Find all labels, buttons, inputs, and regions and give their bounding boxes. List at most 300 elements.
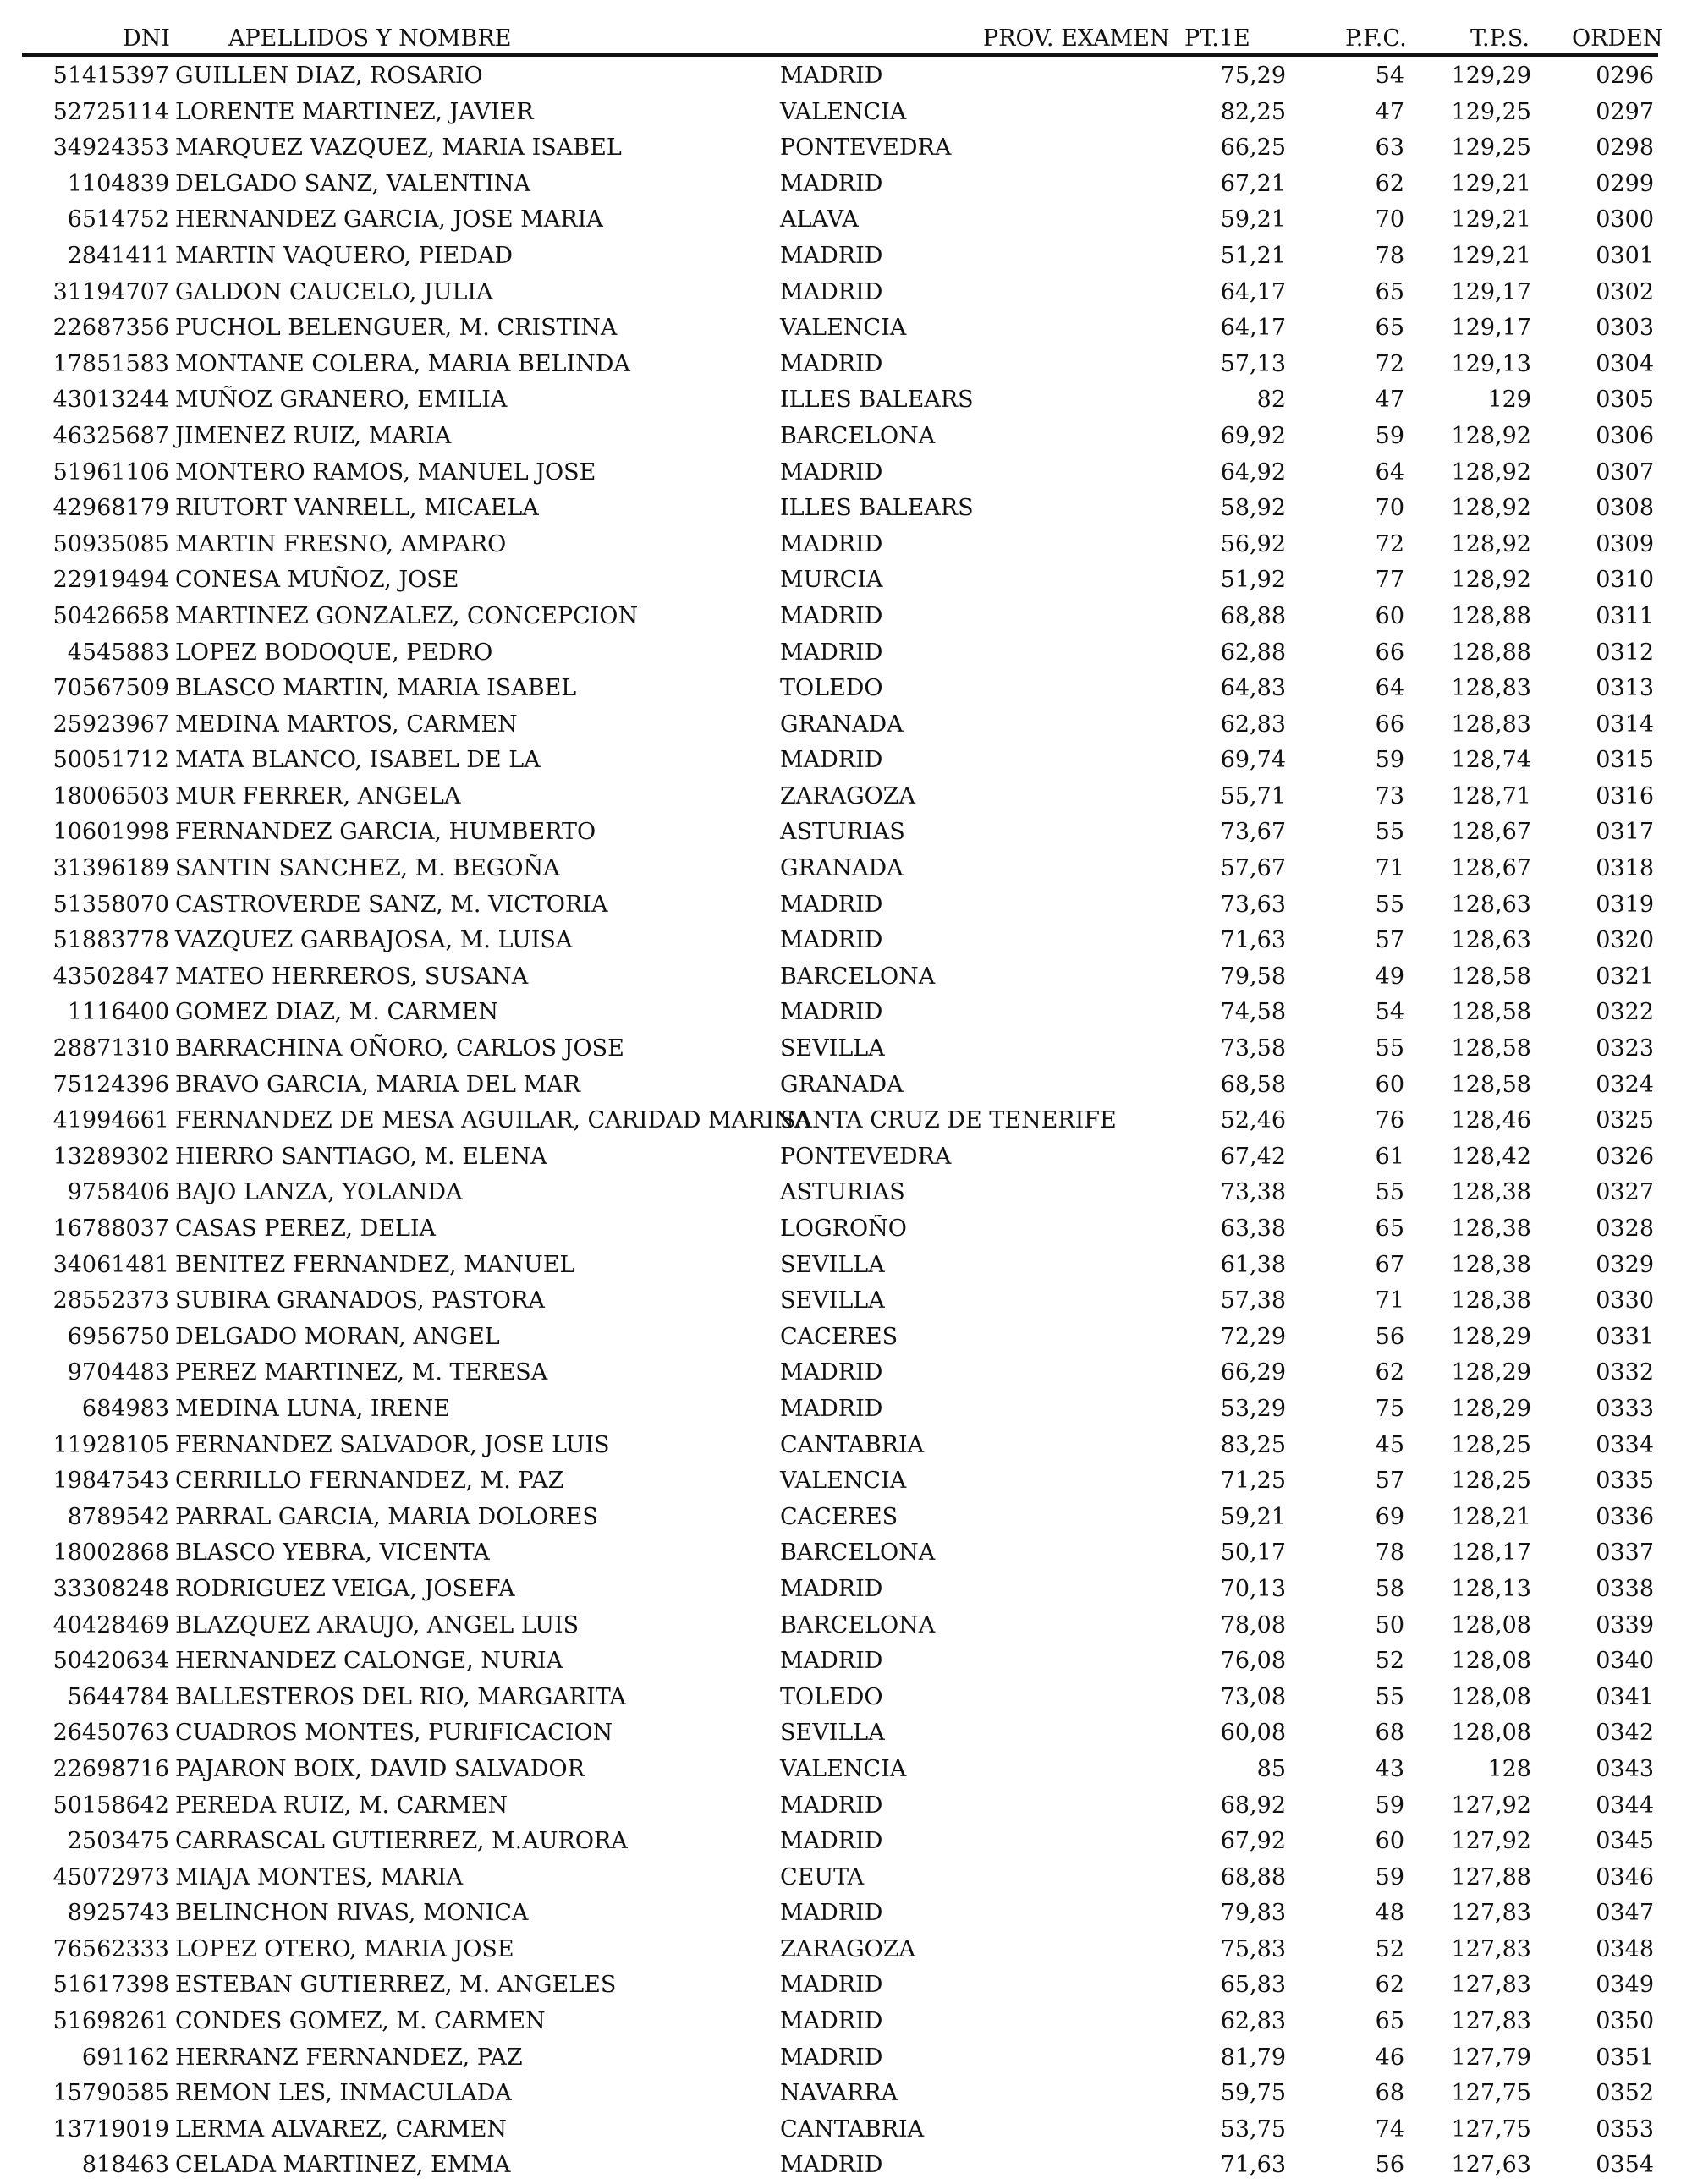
name-cell: HERNANDEZ CALONGE, NURIA: [175, 1648, 563, 1675]
orden-cell: 0322: [1596, 999, 1654, 1026]
pt1e-cell: 79,58: [1220, 963, 1286, 990]
pfc-cell: 76: [1375, 1107, 1404, 1134]
pt1e-cell: 73,58: [1220, 1035, 1286, 1062]
tps-cell: 128,58: [1451, 963, 1531, 990]
pt1e-cell: 63,38: [1220, 1215, 1286, 1242]
tps-cell: 128: [1487, 1755, 1531, 1782]
name-cell: BALLESTEROS DEL RIO, MARGARITA: [175, 1683, 626, 1710]
orden-cell: 0325: [1596, 1107, 1654, 1134]
dni-cell: 13289302: [52, 1143, 169, 1170]
table-row: [0, 1067, 1692, 1104]
province-cell: VALENCIA: [780, 1468, 907, 1495]
pt1e-cell: 66,25: [1220, 134, 1286, 162]
dni-cell: 50426658: [52, 602, 169, 629]
dni-cell: 18002868: [52, 1539, 169, 1567]
pfc-cell: 65: [1375, 2008, 1404, 2035]
orden-cell: 0318: [1596, 855, 1654, 882]
table-row: [0, 1535, 1692, 1572]
tps-cell: 128,38: [1451, 1287, 1531, 1314]
orden-cell: 0302: [1596, 278, 1654, 305]
pfc-cell: 57: [1375, 927, 1404, 954]
table-row: [0, 58, 1692, 95]
table-row: [0, 995, 1692, 1031]
table-row: [0, 1824, 1692, 1860]
name-cell: CONDES GOMEZ, M. CARMEN: [175, 2008, 546, 2035]
tps-cell: 128,92: [1451, 458, 1531, 486]
pfc-cell: 72: [1375, 530, 1404, 557]
tps-cell: 127,79: [1451, 2044, 1531, 2071]
orden-cell: 0333: [1596, 1395, 1654, 1422]
table-row: [0, 347, 1692, 383]
table-row: [0, 130, 1692, 167]
tps-cell: 129,29: [1451, 63, 1531, 89]
table-row: [0, 2004, 1692, 2040]
orden-cell: 0307: [1596, 458, 1654, 486]
tps-cell: 129,13: [1451, 350, 1531, 377]
name-cell: CASTROVERDE SANZ, M. VICTORIA: [175, 891, 608, 918]
dni-cell: 18006503: [52, 782, 169, 809]
dni-cell: 50420634: [52, 1648, 169, 1675]
tps-cell: 129,25: [1451, 134, 1531, 162]
name-cell: MATA BLANCO, ISABEL DE LA: [175, 747, 541, 774]
pt1e-cell: 57,67: [1220, 855, 1286, 882]
table-row: [0, 959, 1692, 996]
name-cell: BRAVO GARCIA, MARIA DEL MAR: [175, 1071, 581, 1098]
pfc-cell: 47: [1375, 98, 1404, 125]
dni-cell: 52725114: [52, 98, 169, 125]
table-row: [0, 1680, 1692, 1716]
province-cell: MADRID: [780, 1359, 883, 1386]
table-row: [0, 1463, 1692, 1500]
tps-cell: 128,58: [1451, 1035, 1531, 1062]
table-row: [0, 95, 1692, 131]
province-cell: PONTEVEDRA: [780, 1143, 952, 1170]
pfc-cell: 59: [1375, 1792, 1404, 1819]
orden-cell: 0346: [1596, 1863, 1654, 1890]
tps-cell: 128,67: [1451, 855, 1531, 882]
dni-cell: 42968179: [52, 495, 169, 522]
orden-cell: 0327: [1596, 1179, 1654, 1206]
tps-cell: 128,25: [1451, 1468, 1531, 1495]
pt1e-cell: 57,13: [1220, 350, 1286, 377]
table-row: [0, 1248, 1692, 1284]
pt1e-cell: 64,17: [1220, 315, 1286, 342]
tps-cell: 128,58: [1451, 999, 1531, 1026]
province-cell: CEUTA: [780, 1863, 865, 1890]
table-row: [0, 671, 1692, 707]
name-cell: PAJARON BOIX, DAVID SALVADOR: [175, 1755, 585, 1782]
province-cell: MADRID: [780, 891, 883, 918]
orden-cell: 0336: [1596, 1503, 1654, 1530]
pfc-cell: 52: [1375, 1935, 1404, 1962]
pfc-cell: 55: [1375, 1035, 1404, 1062]
table-row: [0, 1896, 1692, 1932]
pt1e-cell: 75,29: [1220, 63, 1286, 89]
pfc-cell: 65: [1375, 278, 1404, 305]
name-cell: MARTIN FRESNO, AMPARO: [175, 530, 507, 557]
name-cell: PEREDA RUIZ, M. CARMEN: [175, 1792, 508, 1819]
tps-cell: 128,13: [1451, 1575, 1531, 1602]
dni-cell: 2503475: [67, 1828, 169, 1855]
pfc-cell: 54: [1375, 63, 1404, 89]
pfc-cell: 52: [1375, 1648, 1404, 1675]
tps-cell: 127,63: [1451, 2152, 1531, 2179]
table-row: [0, 1572, 1692, 1608]
pfc-cell: 70: [1375, 206, 1404, 233]
orden-cell: 0315: [1596, 747, 1654, 774]
table-row: [0, 202, 1692, 239]
province-cell: SEVILLA: [780, 1287, 885, 1314]
tps-cell: 128,29: [1451, 1395, 1531, 1422]
name-cell: PEREZ MARTINEZ, M. TERESA: [175, 1359, 548, 1386]
table-row: [0, 1355, 1692, 1391]
pt1e-cell: 82,25: [1220, 98, 1286, 125]
tps-cell: 127,75: [1451, 2115, 1531, 2143]
dni-cell: 43013244: [52, 387, 169, 414]
dni-cell: 8789542: [67, 1503, 169, 1530]
tps-cell: 128,71: [1451, 782, 1531, 809]
orden-cell: 0343: [1596, 1755, 1654, 1782]
pfc-cell: 69: [1375, 1503, 1404, 1530]
name-cell: MONTANE COLERA, MARIA BELINDA: [175, 350, 630, 377]
tps-cell: 128,88: [1451, 602, 1531, 629]
province-cell: NAVARRA: [780, 2080, 898, 2107]
pt1e-cell: 76,08: [1220, 1648, 1286, 1675]
dni-cell: 19847543: [52, 1468, 169, 1495]
dni-cell: 4545883: [67, 639, 169, 666]
province-cell: MADRID: [780, 2008, 883, 2035]
orden-cell: 0316: [1596, 782, 1654, 809]
province-cell: ASTURIAS: [780, 819, 905, 846]
pt1e-cell: 68,58: [1220, 1071, 1286, 1098]
name-cell: FERNANDEZ GARCIA, HUMBERTO: [175, 819, 596, 846]
province-cell: CANTABRIA: [780, 2115, 925, 2143]
name-cell: BENITEZ FERNANDEZ, MANUEL: [175, 1251, 575, 1278]
pt1e-cell: 68,88: [1220, 602, 1286, 629]
orden-cell: 0348: [1596, 1935, 1654, 1962]
orden-cell: 0311: [1596, 602, 1654, 629]
pt1e-cell: 68,92: [1220, 1792, 1286, 1819]
pfc-cell: 71: [1375, 1287, 1404, 1314]
province-cell: MADRID: [780, 1972, 883, 1999]
tps-cell: 128,29: [1451, 1323, 1531, 1350]
tps-cell: 128,88: [1451, 639, 1531, 666]
province-cell: MADRID: [780, 63, 883, 89]
tps-cell: 128,38: [1451, 1215, 1531, 1242]
pt1e-cell: 67,42: [1220, 1143, 1286, 1170]
name-cell: BLASCO YEBRA, VICENTA: [175, 1539, 490, 1567]
pt1e-cell: 53,75: [1220, 2115, 1286, 2143]
province-cell: ILLES BALEARS: [780, 495, 974, 522]
pt1e-cell: 73,38: [1220, 1179, 1286, 1206]
dni-cell: 818463: [81, 2152, 169, 2179]
province-cell: MADRID: [780, 458, 883, 486]
orden-cell: 0328: [1596, 1215, 1654, 1242]
pt1e-cell: 75,83: [1220, 1935, 1286, 1962]
name-cell: FERNANDEZ DE MESA AGUILAR, CARIDAD MARINA: [175, 1107, 811, 1134]
dni-cell: 22687356: [52, 315, 169, 342]
table-row: [0, 707, 1692, 744]
orden-cell: 0314: [1596, 711, 1654, 738]
name-cell: LOPEZ BODOQUE, PEDRO: [175, 639, 493, 666]
province-cell: BARCELONA: [780, 422, 936, 449]
name-cell: DELGADO SANZ, VALENTINA: [175, 170, 531, 197]
pfc-cell: 70: [1375, 495, 1404, 522]
pfc-cell: 47: [1375, 387, 1404, 414]
name-cell: MEDINA MARTOS, CARMEN: [175, 711, 518, 738]
dni-cell: 75124396: [52, 1071, 169, 1098]
province-cell: SEVILLA: [780, 1720, 885, 1747]
dni-cell: 28871310: [52, 1035, 169, 1062]
dni-cell: 5644784: [67, 1683, 169, 1710]
province-cell: CANTABRIA: [780, 1431, 925, 1458]
orden-cell: 0352: [1596, 2080, 1654, 2107]
orden-cell: 0350: [1596, 2008, 1654, 2035]
pfc-cell: 63: [1375, 134, 1404, 162]
pfc-cell: 77: [1375, 567, 1404, 594]
pt1e-cell: 82: [1256, 387, 1286, 414]
orden-cell: 0337: [1596, 1539, 1654, 1567]
pfc-cell: 56: [1375, 1323, 1404, 1350]
tps-cell: 128,21: [1451, 1503, 1531, 1530]
province-cell: MADRID: [780, 747, 883, 774]
pt1e-cell: 51,21: [1220, 242, 1286, 269]
dni-cell: 31194707: [52, 278, 169, 305]
province-cell: SEVILLA: [780, 1251, 885, 1278]
dni-cell: 6514752: [67, 206, 169, 233]
pfc-cell: 58: [1375, 1575, 1404, 1602]
tps-cell: 128,08: [1451, 1720, 1531, 1747]
pt1e-cell: 66,29: [1220, 1359, 1286, 1386]
tps-cell: 128,38: [1451, 1251, 1531, 1278]
orden-cell: 0317: [1596, 819, 1654, 846]
header-pfc: P.F.C.: [1345, 25, 1407, 52]
dni-cell: 13719019: [52, 2115, 169, 2143]
orden-cell: 0324: [1596, 1071, 1654, 1098]
province-cell: BARCELONA: [780, 1611, 936, 1638]
orden-cell: 0340: [1596, 1648, 1654, 1675]
orden-cell: 0298: [1596, 134, 1654, 162]
table-row: [0, 887, 1692, 924]
orden-cell: 0323: [1596, 1035, 1654, 1062]
pt1e-cell: 59,21: [1220, 1503, 1286, 1530]
dni-cell: 1104839: [67, 170, 169, 197]
pfc-cell: 64: [1375, 675, 1404, 702]
pt1e-cell: 71,63: [1220, 2152, 1286, 2179]
dni-cell: 43502847: [52, 963, 169, 990]
name-cell: FERNANDEZ SALVADOR, JOSE LUIS: [175, 1431, 610, 1458]
orden-cell: 0335: [1596, 1468, 1654, 1495]
pt1e-cell: 67,21: [1220, 170, 1286, 197]
pfc-cell: 71: [1375, 855, 1404, 882]
table-row: [0, 815, 1692, 851]
province-cell: VALENCIA: [780, 315, 907, 342]
table-row: [0, 1031, 1692, 1067]
table-row: [0, 2076, 1692, 2112]
pfc-cell: 62: [1375, 1359, 1404, 1386]
orden-cell: 0338: [1596, 1575, 1654, 1602]
tps-cell: 128,08: [1451, 1648, 1531, 1675]
table-row: [0, 167, 1692, 203]
pfc-cell: 45: [1375, 1431, 1404, 1458]
pfc-cell: 59: [1375, 1863, 1404, 1890]
pfc-cell: 67: [1375, 1251, 1404, 1278]
province-cell: MADRID: [780, 639, 883, 666]
pfc-cell: 59: [1375, 747, 1404, 774]
name-cell: MUÑOZ GRANERO, EMILIA: [175, 387, 508, 414]
table-row: [0, 1283, 1692, 1320]
pt1e-cell: 62,83: [1220, 711, 1286, 738]
name-cell: LERMA ALVAREZ, CARMEN: [175, 2115, 508, 2143]
province-cell: GRANADA: [780, 1071, 904, 1098]
table-row: [0, 1788, 1692, 1825]
orden-cell: 0341: [1596, 1683, 1654, 1710]
table-row: [0, 1320, 1692, 1356]
table-row: [0, 779, 1692, 815]
dni-cell: 11928105: [52, 1431, 169, 1458]
province-cell: PONTEVEDRA: [780, 134, 952, 162]
name-cell: GOMEZ DIAZ, M. CARMEN: [175, 999, 498, 1026]
dni-cell: 51883778: [52, 927, 169, 954]
province-cell: MADRID: [780, 1575, 883, 1602]
tps-cell: 128,63: [1451, 891, 1531, 918]
tps-cell: 127,83: [1451, 1972, 1531, 1999]
pfc-cell: 64: [1375, 458, 1404, 486]
tps-cell: 128,92: [1451, 530, 1531, 557]
tps-cell: 128,83: [1451, 711, 1531, 738]
pt1e-cell: 72,29: [1220, 1323, 1286, 1350]
tps-cell: 129,21: [1451, 242, 1531, 269]
dni-cell: 22919494: [52, 567, 169, 594]
province-cell: MADRID: [780, 1828, 883, 1855]
tps-cell: 127,88: [1451, 1863, 1531, 1890]
orden-cell: 0319: [1596, 891, 1654, 918]
pt1e-cell: 73,08: [1220, 1683, 1286, 1710]
tps-cell: 128,92: [1451, 495, 1531, 522]
tps-cell: 129,25: [1451, 98, 1531, 125]
results-table: [0, 58, 1692, 2184]
province-cell: MADRID: [780, 927, 883, 954]
orden-cell: 0296: [1596, 63, 1654, 89]
dni-cell: 26450763: [52, 1720, 169, 1747]
pfc-cell: 60: [1375, 1828, 1404, 1855]
table-row: [0, 310, 1692, 347]
pfc-cell: 48: [1375, 1900, 1404, 1927]
name-cell: MARQUEZ VAZQUEZ, MARIA ISABEL: [175, 134, 622, 162]
province-cell: SEVILLA: [780, 1035, 885, 1062]
orden-cell: 0321: [1596, 963, 1654, 990]
orden-cell: 0326: [1596, 1143, 1654, 1170]
province-cell: MADRID: [780, 1900, 883, 1927]
name-cell: HIERRO SANTIAGO, M. ELENA: [175, 1143, 547, 1170]
province-cell: SANTA CRUZ DE TENERIFE: [780, 1107, 1117, 1134]
pt1e-cell: 78,08: [1220, 1611, 1286, 1638]
tps-cell: 128,25: [1451, 1431, 1531, 1458]
table-row: [0, 1932, 1692, 1968]
tps-cell: 128,83: [1451, 675, 1531, 702]
header-dni: DNI: [123, 25, 170, 52]
dni-cell: 28552373: [52, 1287, 169, 1314]
province-cell: MADRID: [780, 2152, 883, 2179]
province-cell: BARCELONA: [780, 1539, 936, 1567]
orden-cell: 0301: [1596, 242, 1654, 269]
name-cell: CARRASCAL GUTIERREZ, M.AURORA: [175, 1828, 628, 1855]
orden-cell: 0342: [1596, 1720, 1654, 1747]
pfc-cell: 49: [1375, 963, 1404, 990]
orden-cell: 0351: [1596, 2044, 1654, 2071]
name-cell: MIAJA MONTES, MARIA: [175, 1863, 464, 1890]
orden-cell: 0349: [1596, 1972, 1654, 1999]
pt1e-cell: 53,29: [1220, 1395, 1286, 1422]
province-cell: LOGROÑO: [780, 1215, 907, 1242]
pt1e-cell: 61,38: [1220, 1251, 1286, 1278]
orden-cell: 0303: [1596, 315, 1654, 342]
province-cell: MADRID: [780, 242, 883, 269]
name-cell: SANTIN SANCHEZ, M. BEGOÑA: [175, 855, 560, 882]
province-cell: MURCIA: [780, 567, 883, 594]
province-cell: TOLEDO: [780, 1683, 883, 1710]
table-row: [0, 275, 1692, 311]
pt1e-cell: 69,74: [1220, 747, 1286, 774]
orden-cell: 0310: [1596, 567, 1654, 594]
table-row: [0, 1608, 1692, 1644]
name-cell: BAJO LANZA, YOLANDA: [175, 1179, 463, 1206]
orden-cell: 0306: [1596, 422, 1654, 449]
province-cell: MADRID: [780, 170, 883, 197]
province-cell: ZARAGOZA: [780, 1935, 916, 1962]
pt1e-cell: 81,79: [1220, 2044, 1286, 2071]
name-cell: HERNANDEZ GARCIA, JOSE MARIA: [175, 206, 603, 233]
orden-cell: 0313: [1596, 675, 1654, 702]
pfc-cell: 78: [1375, 1539, 1404, 1567]
tps-cell: 128,46: [1451, 1107, 1531, 1134]
orden-cell: 0309: [1596, 530, 1654, 557]
province-cell: MADRID: [780, 1648, 883, 1675]
dni-cell: 9704483: [67, 1359, 169, 1386]
header-name: APELLIDOS Y NOMBRE: [228, 25, 512, 52]
province-cell: MADRID: [780, 530, 883, 557]
table-row: [0, 2112, 1692, 2148]
pfc-cell: 73: [1375, 782, 1404, 809]
table-row: [0, 599, 1692, 635]
pfc-cell: 60: [1375, 1071, 1404, 1098]
table-row: [0, 1860, 1692, 1896]
dni-cell: 34924353: [52, 134, 169, 162]
pfc-cell: 68: [1375, 2080, 1404, 2107]
name-cell: MONTERO RAMOS, MANUEL JOSE: [175, 458, 596, 486]
pt1e-cell: 62,88: [1220, 639, 1286, 666]
province-cell: MADRID: [780, 1395, 883, 1422]
dni-cell: 1116400: [67, 999, 169, 1026]
name-cell: CERRILLO FERNANDEZ, M. PAZ: [175, 1468, 564, 1495]
name-cell: CUADROS MONTES, PURIFICACION: [175, 1720, 613, 1747]
name-cell: LORENTE MARTINEZ, JAVIER: [175, 98, 534, 125]
pfc-cell: 50: [1375, 1611, 1404, 1638]
table-row: [0, 2040, 1692, 2077]
orden-cell: 0332: [1596, 1359, 1654, 1386]
pfc-cell: 46: [1375, 2044, 1404, 2071]
province-cell: ILLES BALEARS: [780, 387, 974, 414]
pt1e-cell: 56,92: [1220, 530, 1286, 557]
dni-cell: 50158642: [52, 1792, 169, 1819]
name-cell: JIMENEZ RUIZ, MARIA: [175, 422, 452, 449]
pfc-cell: 56: [1375, 2152, 1404, 2179]
pfc-cell: 55: [1375, 819, 1404, 846]
tps-cell: 128,08: [1451, 1611, 1531, 1638]
tps-cell: 128,08: [1451, 1683, 1531, 1710]
table-row: [0, 527, 1692, 563]
dni-cell: 34061481: [52, 1251, 169, 1278]
